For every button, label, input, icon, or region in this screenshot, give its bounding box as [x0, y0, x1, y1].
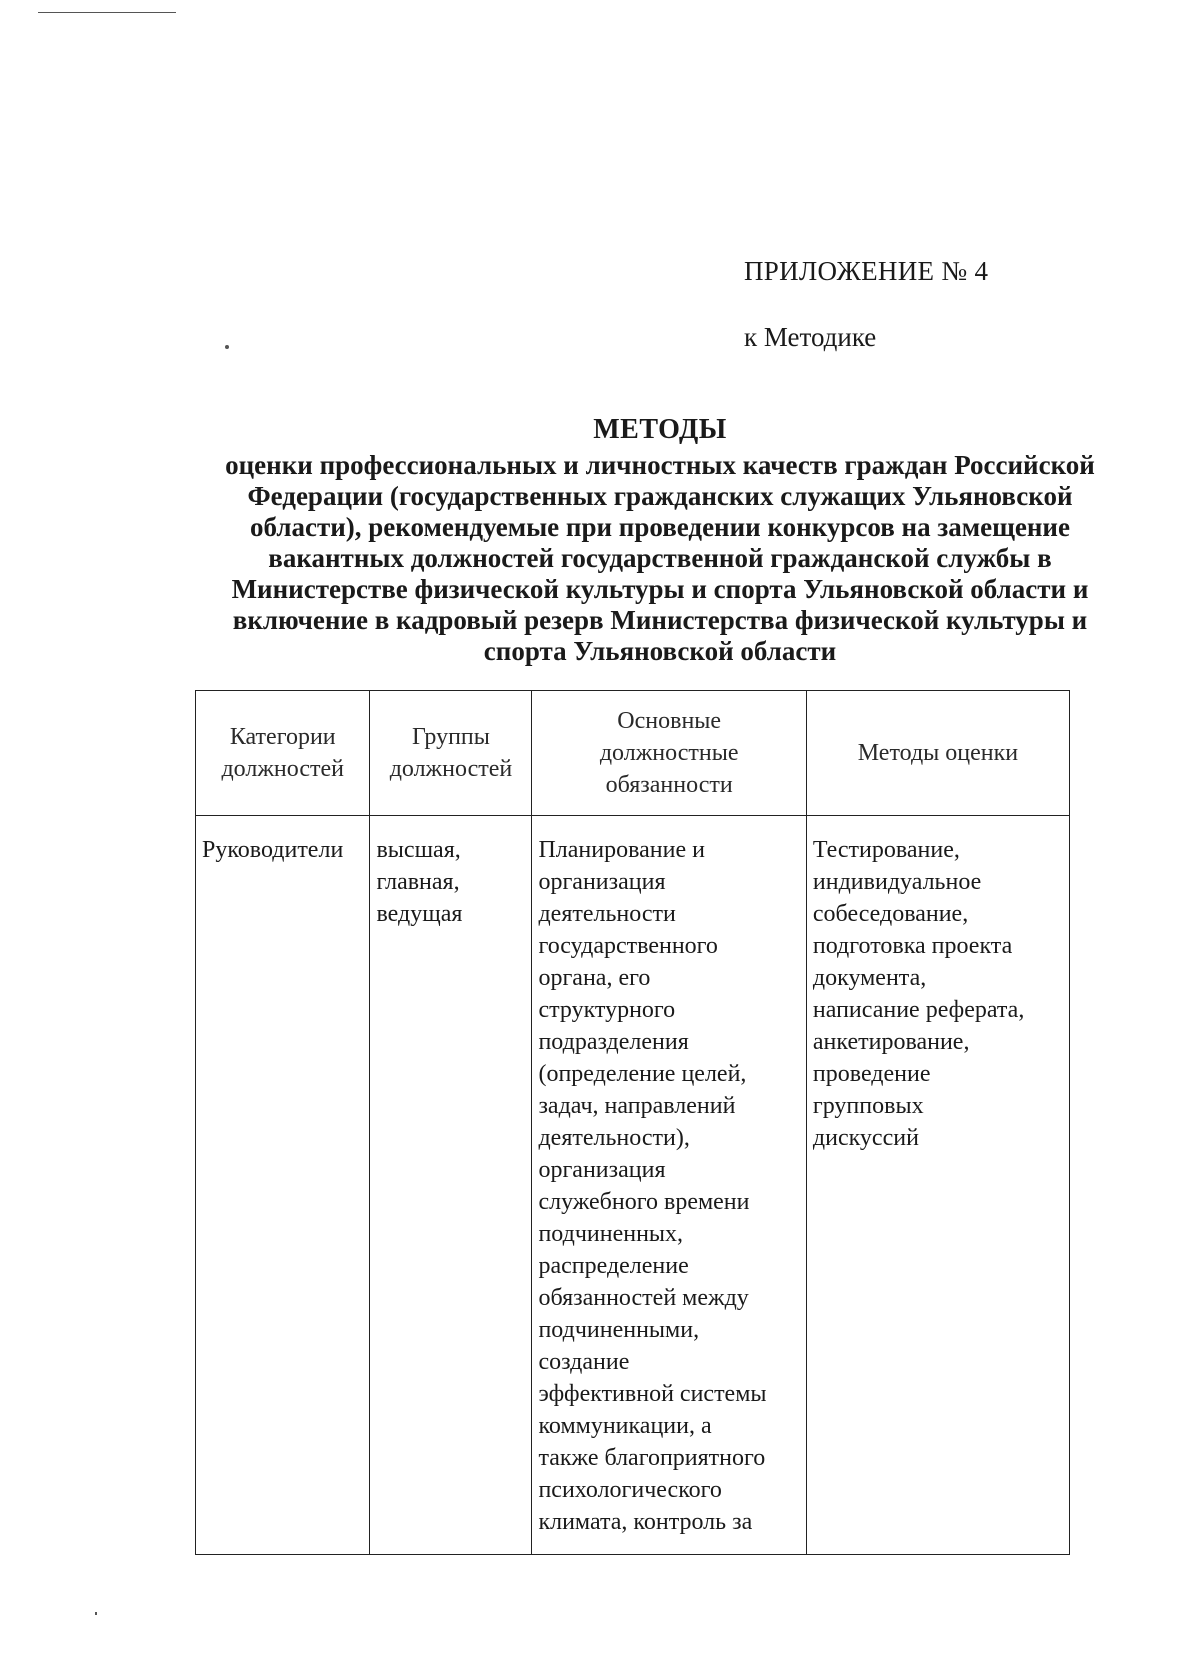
cell-line: индивидуальное [812, 869, 982, 895]
heading-line: области), рекомендуемые при проведении конкурсов на замещение [250, 512, 1070, 542]
heading-line: оценки профессиональных и личностных качеств граждан Российской [225, 450, 1095, 480]
header-line: должностей [221, 756, 344, 782]
cell-line: организация [538, 1157, 666, 1183]
cell-line: (определение целей, [538, 1061, 747, 1087]
cell-line: главная, [376, 869, 460, 895]
header-line: Основные [617, 708, 722, 734]
header-line: Группы [412, 724, 490, 750]
appendix-subtitle: к Методике [744, 322, 877, 352]
cell-line: дискуссий [812, 1125, 919, 1151]
cell-line: ведущая [376, 901, 463, 927]
header-line: обязанности [605, 772, 733, 798]
scan-artifact [225, 345, 229, 349]
cell-line: распределение [538, 1253, 689, 1279]
cell-line: анкетирование, [812, 1029, 970, 1055]
document-heading [200, 414, 1120, 667]
cell-line: служебного времени [538, 1189, 750, 1215]
cell-line: деятельности), [538, 1125, 690, 1151]
header-duties [532, 691, 806, 816]
cell-line: органа, его [538, 965, 651, 991]
header-groups [370, 691, 532, 816]
heading-line: включение в кадровый резерв Министерства физической культуры и [232, 605, 1088, 635]
cell-line: организация [538, 869, 666, 895]
cell-line: подготовка проекта [812, 933, 1013, 959]
cell-line: высшая, [376, 837, 461, 863]
cell-line: коммуникации, а [538, 1413, 712, 1439]
header-methods [806, 691, 1069, 816]
cell-line: также благоприятного [538, 1445, 766, 1471]
cell-line: климата, контроль за [538, 1509, 753, 1535]
heading-line: спорта Ульяновской области [483, 636, 837, 666]
header-line: Категории [229, 724, 336, 750]
header-line: должностей [389, 756, 513, 782]
heading-line: вакантных должностей государственной гражданской службы в [268, 543, 1052, 573]
cell-line: проведение [812, 1061, 931, 1087]
cell-line: подчиненных, [538, 1221, 684, 1247]
cell-line: подчиненными, [538, 1317, 700, 1343]
cell-line: эффективной системы [538, 1381, 767, 1407]
table-row [196, 816, 1070, 1555]
cell-groups [370, 816, 532, 1555]
heading-line: Министерстве физической культуры и спорта Ульяновской области и [231, 574, 1089, 604]
cell-line: Планирование и [538, 837, 705, 863]
cell-line: групповых [812, 1093, 924, 1119]
heading-line: Федерации (государственных гражданских служащих Ульяновской [247, 481, 1073, 511]
cell-line: обязанностей между [538, 1285, 749, 1311]
appendix-title: ПРИЛОЖЕНИЕ № 4 [744, 256, 989, 286]
cell-line: собеседование, [812, 901, 969, 927]
methods-table [195, 690, 1070, 1555]
scan-artifact [38, 12, 176, 13]
table-header-row [196, 691, 1070, 816]
header-line: Методы оценки [857, 740, 1019, 766]
header-line: должностные [599, 740, 739, 766]
cell-line: Руководители [202, 837, 344, 863]
cell-line: структурного [538, 997, 676, 1023]
cell-line: подразделения [538, 1029, 689, 1055]
heading-main: МЕТОДЫ [593, 414, 727, 445]
scan-artifact [95, 1612, 97, 1615]
cell-line: Тестирование, [812, 837, 960, 863]
cell-line: написание реферата, [812, 997, 1025, 1023]
cell-line: деятельности [538, 901, 676, 927]
cell-line: государственного [538, 933, 718, 959]
cell-line: задач, направлений [538, 1093, 736, 1119]
cell-line: психологического [538, 1477, 722, 1503]
cell-methods [806, 816, 1069, 1555]
cell-line: документа, [812, 965, 927, 991]
header-categories [196, 691, 370, 816]
cell-category [196, 816, 370, 1555]
cell-duties [532, 816, 806, 1555]
cell-line: создание [538, 1349, 630, 1375]
